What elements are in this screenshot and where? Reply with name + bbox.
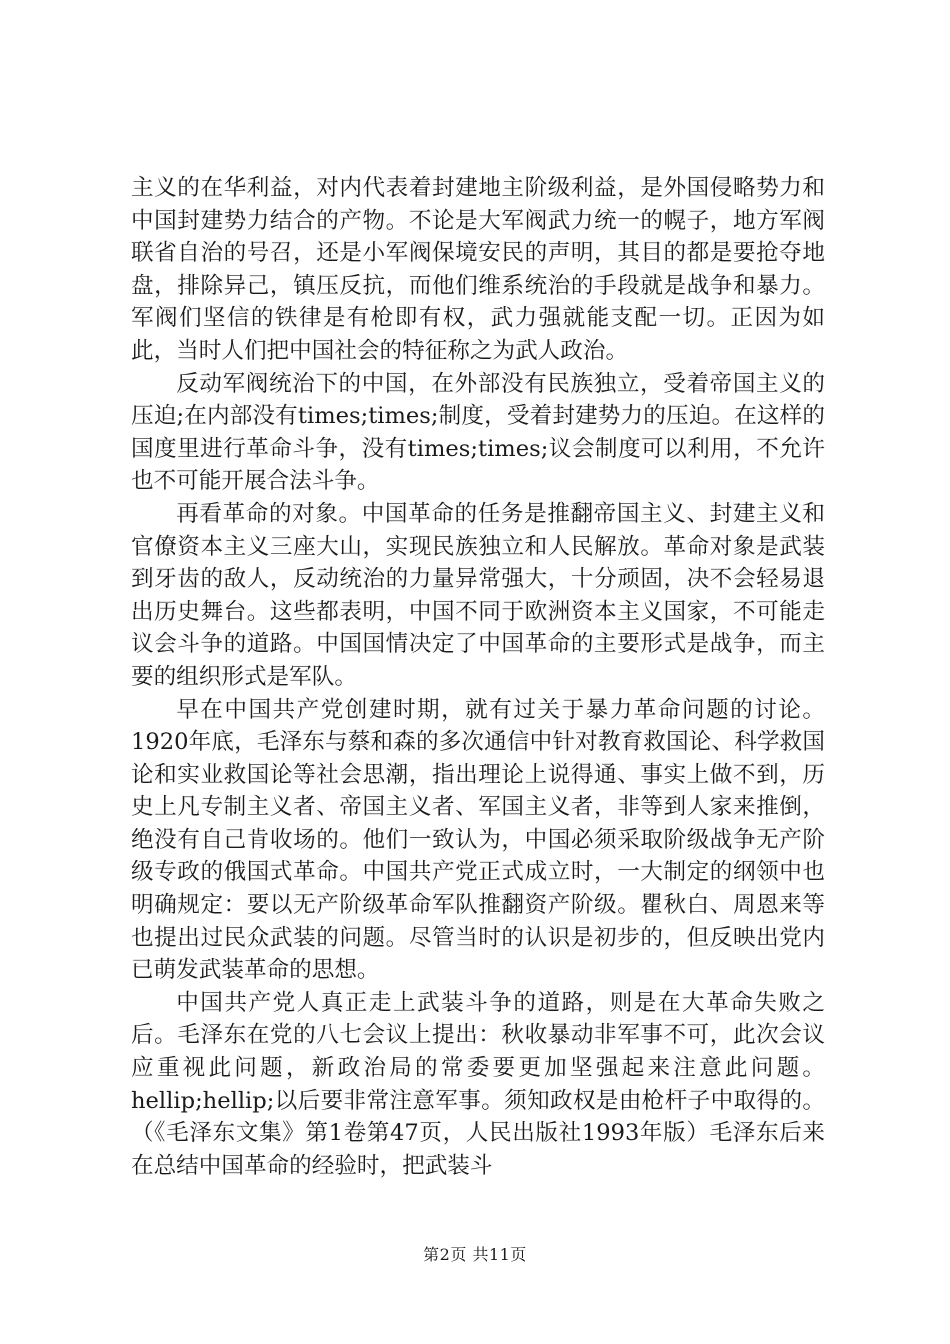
paragraph-4: 早在中国共产党创建时期，就有过关于暴力革命问题的讨论。1920年底，毛泽东与蔡和森的多次通信中针对教育救国论、科学救国论和实业救国论等社会思潮，指出理论上说得通、事实上做不到，历史上凡专制主义者、帝国主义者、军国主义者，非等到人家来推倒，绝没有自己肯收场的。他们一致认为，中国必须采取阶级战争无产阶级专政的俄国式革命。中国共产党正式成立时，一大制定的纲领中也明确规定：要以无产阶级革命军队推翻资产阶级。瞿秋白、周恩来等也提出过民众武装的问题。尽管当时的认识是初步的，但反映出党内已萌发武装革命的思想。 (131, 696, 825, 984)
paragraph-3: 再看革命的对象。中国革命的任务是推翻帝国主义、封建主义和官僚资本主义三座大山，实现民族独立和人民解放。革命对象是武装到牙齿的敌人，反动统治的力量异常强大，十分顽固，决不会轻易退出历史舞台。这些都表明，中国不同于欧洲资本主义国家，不可能走议会斗争的道路。中国国情决定了中国革命的主要形式是战争，而主要的组织形式是军队。 (131, 500, 825, 690)
paragraph-2: 反动军阀统治下的中国，在外部没有民族独立，受着帝国主义的压迫;在内部没有times;times;制度，受着封建势力的压迫。在这样的国度里进行革命斗争，没有times;times;议会制度可以利用，不允许也不可能开展合法斗争。 (131, 370, 825, 495)
paragraph-1: 主义的在华利益，对内代表着封建地主阶级利益，是外国侵略势力和中国封建势力结合的产物。不论是大军阀武力统一的幌子，地方军阀联省自治的号召，还是小军阀保境安民的声明，其目的都是要抢夺地盘，排除异己，镇压反抗，而他们维系统治的手段就是战争和暴力。军阀们坚信的铁律是有枪即有权，武力强就能支配一切。正因为如此，当时人们把中国社会的特征称之为武人政治。 (131, 175, 825, 364)
paragraph-5: 中国共产党人真正走上武装斗争的道路，则是在大革命失败之后。毛泽东在党的八七会议上提出：秋收暴动非军事不可，此次会议应重视此问题，新政治局的常委要更加坚强起来注意此问题。hellip;hellip;以后要非常注意军事。须知政权是由枪杆子中取得的。（《毛泽东文集》第1卷第47页，人民出版社1993年版）毛泽东后来在总结中国革命的经验时，把武装斗 (131, 989, 825, 1179)
page-footer: 第2页 共11页 (423, 1245, 527, 1264)
document-body (131, 172, 825, 1182)
